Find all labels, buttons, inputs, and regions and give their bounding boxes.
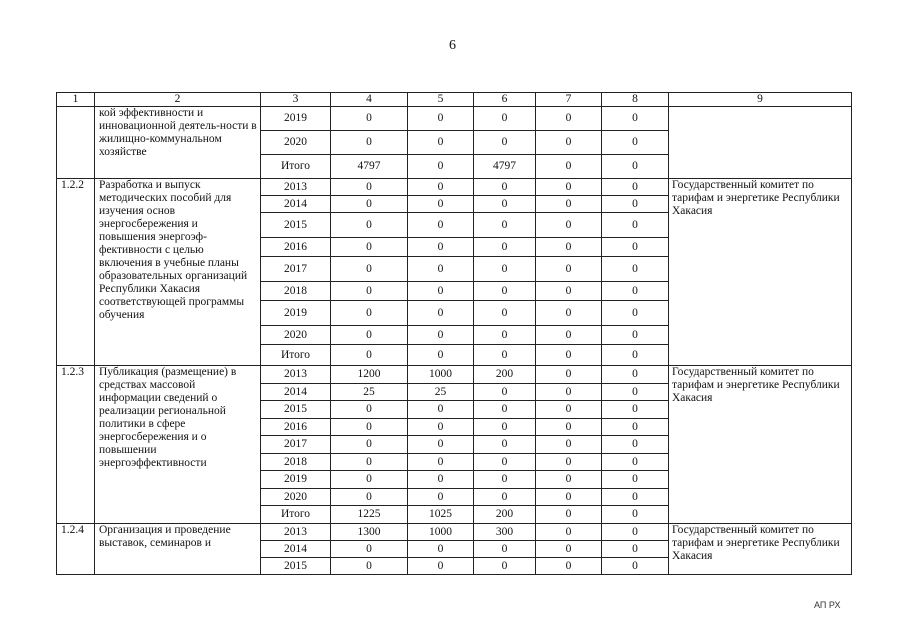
value-cell: 0 [331,436,408,454]
value-cell: 4797 [474,155,536,179]
item-description: кой эффективности и инновационной деятель-ности в жилищно-коммунальном хозяйстве [95,107,261,179]
column-number: 3 [261,93,331,107]
value-cell: 0 [331,179,408,196]
table-body [57,93,852,575]
value-cell: 25 [408,384,474,401]
value-cell: 0 [602,301,669,326]
value-cell: 0 [536,179,602,196]
year-cell: 2017 [261,436,331,454]
value-cell: 0 [602,541,669,558]
value-cell: 0 [331,213,408,238]
responsible-org [669,107,852,179]
year-cell: 2013 [261,179,331,196]
value-cell: 0 [331,131,408,155]
value-cell: 0 [602,238,669,257]
value-cell: 0 [408,196,474,213]
table-row [57,107,852,131]
value-cell: 0 [331,401,408,419]
value-cell: 0 [536,301,602,326]
value-cell: 0 [408,301,474,326]
value-cell: 0 [536,524,602,541]
value-cell: 0 [408,131,474,155]
item-number: 1.2.4 [57,524,95,575]
value-cell: 0 [408,326,474,345]
value-cell: 0 [602,213,669,238]
value-cell: 0 [408,155,474,179]
year-cell: 2019 [261,107,331,131]
value-cell: 0 [536,213,602,238]
value-cell: 0 [474,196,536,213]
value-cell: 0 [602,131,669,155]
value-cell: 0 [408,282,474,301]
value-cell: 0 [474,558,536,575]
value-cell: 0 [474,454,536,471]
value-cell: 0 [602,179,669,196]
column-number: 1 [57,93,95,107]
column-number: 6 [474,93,536,107]
value-cell: 0 [536,384,602,401]
year-cell: 2014 [261,196,331,213]
value-cell: 0 [474,401,536,419]
value-cell: 300 [474,524,536,541]
value-cell: 0 [408,213,474,238]
year-cell: 2018 [261,454,331,471]
value-cell: 0 [602,345,669,366]
column-number-row [57,93,852,107]
value-cell: 0 [602,506,669,524]
value-cell: 0 [408,558,474,575]
value-cell: 200 [474,366,536,384]
year-cell: 2019 [261,471,331,489]
value-cell: 0 [474,326,536,345]
value-cell: 0 [474,238,536,257]
value-cell: 1200 [331,366,408,384]
value-cell: 0 [602,257,669,282]
value-cell: 0 [331,257,408,282]
value-cell: 0 [331,282,408,301]
year-cell: 2017 [261,257,331,282]
value-cell: 0 [602,436,669,454]
value-cell: 1300 [331,524,408,541]
page-number: 6 [449,38,456,53]
value-cell: 0 [602,454,669,471]
value-cell: 0 [474,419,536,436]
year-cell: 2018 [261,282,331,301]
column-number: 5 [408,93,474,107]
value-cell: 0 [536,238,602,257]
value-cell: 0 [536,282,602,301]
item-description: Публикация (размещение) в средствах массовой информации сведений о реализации региональной политики в сфере энергосбережения и о повышении энергоэффективности [95,366,261,524]
year-cell: Итого [261,506,331,524]
value-cell: 0 [331,301,408,326]
value-cell: 0 [331,558,408,575]
value-cell: 0 [536,107,602,131]
year-cell: 2013 [261,366,331,384]
value-cell: 0 [408,419,474,436]
value-cell: 0 [331,345,408,366]
value-cell: 0 [408,401,474,419]
value-cell: 0 [474,541,536,558]
table-row [57,524,852,541]
value-cell: 0 [536,506,602,524]
value-cell: 0 [536,471,602,489]
value-cell: 0 [536,345,602,366]
year-cell: 2019 [261,301,331,326]
value-cell: 0 [474,301,536,326]
value-cell: 0 [602,558,669,575]
year-cell: 2015 [261,558,331,575]
value-cell: 0 [602,524,669,541]
value-cell: 0 [536,558,602,575]
value-cell: 0 [474,384,536,401]
value-cell: 0 [536,436,602,454]
value-cell: 0 [474,107,536,131]
value-cell: 0 [331,196,408,213]
value-cell: 0 [602,107,669,131]
value-cell: 0 [331,541,408,558]
value-cell: 0 [474,282,536,301]
value-cell: 0 [536,131,602,155]
value-cell: 25 [331,384,408,401]
value-cell: 0 [408,541,474,558]
value-cell: 0 [331,326,408,345]
responsible-org: Государственный комитет по тарифам и энергетике Республики Хакасия [669,524,852,575]
value-cell: 0 [602,326,669,345]
value-cell: 0 [408,345,474,366]
value-cell: 0 [602,155,669,179]
value-cell: 0 [408,107,474,131]
value-cell: 0 [331,107,408,131]
value-cell: 0 [602,471,669,489]
responsible-org: Государственный комитет по тарифам и энергетике Республики Хакасия [669,366,852,524]
column-number: 9 [669,93,852,107]
value-cell: 4797 [331,155,408,179]
column-number: 7 [536,93,602,107]
value-cell: 0 [536,196,602,213]
value-cell: 0 [536,489,602,506]
value-cell: 0 [331,419,408,436]
value-cell: 0 [408,257,474,282]
value-cell: 0 [408,179,474,196]
value-cell: 0 [331,454,408,471]
year-cell: 2015 [261,213,331,238]
value-cell: 0 [474,179,536,196]
year-cell: 2013 [261,524,331,541]
value-cell: 0 [602,419,669,436]
footer-mark: АП РХ [814,600,841,610]
year-cell: 2020 [261,326,331,345]
year-cell: 2014 [261,384,331,401]
value-cell: 1000 [408,366,474,384]
year-cell: 2020 [261,131,331,155]
value-cell: 1225 [331,506,408,524]
item-number: 1.2.2 [57,179,95,366]
value-cell: 1025 [408,506,474,524]
value-cell: 0 [474,131,536,155]
value-cell: 0 [331,489,408,506]
item-number [57,107,95,179]
value-cell: 0 [602,196,669,213]
year-cell: 2016 [261,419,331,436]
value-cell: 1000 [408,524,474,541]
year-cell: 2015 [261,401,331,419]
value-cell: 0 [536,366,602,384]
responsible-org: Государственный комитет по тарифам и энергетике Республики Хакасия [669,179,852,366]
value-cell: 0 [536,326,602,345]
value-cell: 0 [536,541,602,558]
value-cell: 0 [408,471,474,489]
year-cell: 2014 [261,541,331,558]
item-description: Разработка и выпуск методических пособий для изучения основ энергосбережения и повышения энергоэф-фективности с целью включения в учебные планы образовательных организаций Республики Хакасия соответствующей программы обучения [95,179,261,366]
table-row [57,179,852,196]
program-table [56,92,852,575]
value-cell: 0 [602,489,669,506]
value-cell: 0 [536,257,602,282]
item-description: Организация и проведение выставок, семинаров и [95,524,261,575]
value-cell: 0 [408,436,474,454]
value-cell: 0 [474,257,536,282]
year-cell: 2020 [261,489,331,506]
value-cell: 0 [602,401,669,419]
value-cell: 0 [602,282,669,301]
year-cell: Итого [261,155,331,179]
value-cell: 200 [474,506,536,524]
value-cell: 0 [474,436,536,454]
value-cell: 0 [474,213,536,238]
value-cell: 0 [602,384,669,401]
value-cell: 0 [474,489,536,506]
value-cell: 0 [602,366,669,384]
value-cell: 0 [474,345,536,366]
value-cell: 0 [536,155,602,179]
year-cell: Итого [261,345,331,366]
value-cell: 0 [408,454,474,471]
item-number: 1.2.3 [57,366,95,524]
value-cell: 0 [331,238,408,257]
value-cell: 0 [331,471,408,489]
column-number: 2 [95,93,261,107]
value-cell: 0 [408,489,474,506]
value-cell: 0 [408,238,474,257]
year-cell: 2016 [261,238,331,257]
value-cell: 0 [536,401,602,419]
table-row [57,366,852,384]
value-cell: 0 [474,471,536,489]
column-number: 4 [331,93,408,107]
column-number: 8 [602,93,669,107]
value-cell: 0 [536,454,602,471]
value-cell: 0 [536,419,602,436]
